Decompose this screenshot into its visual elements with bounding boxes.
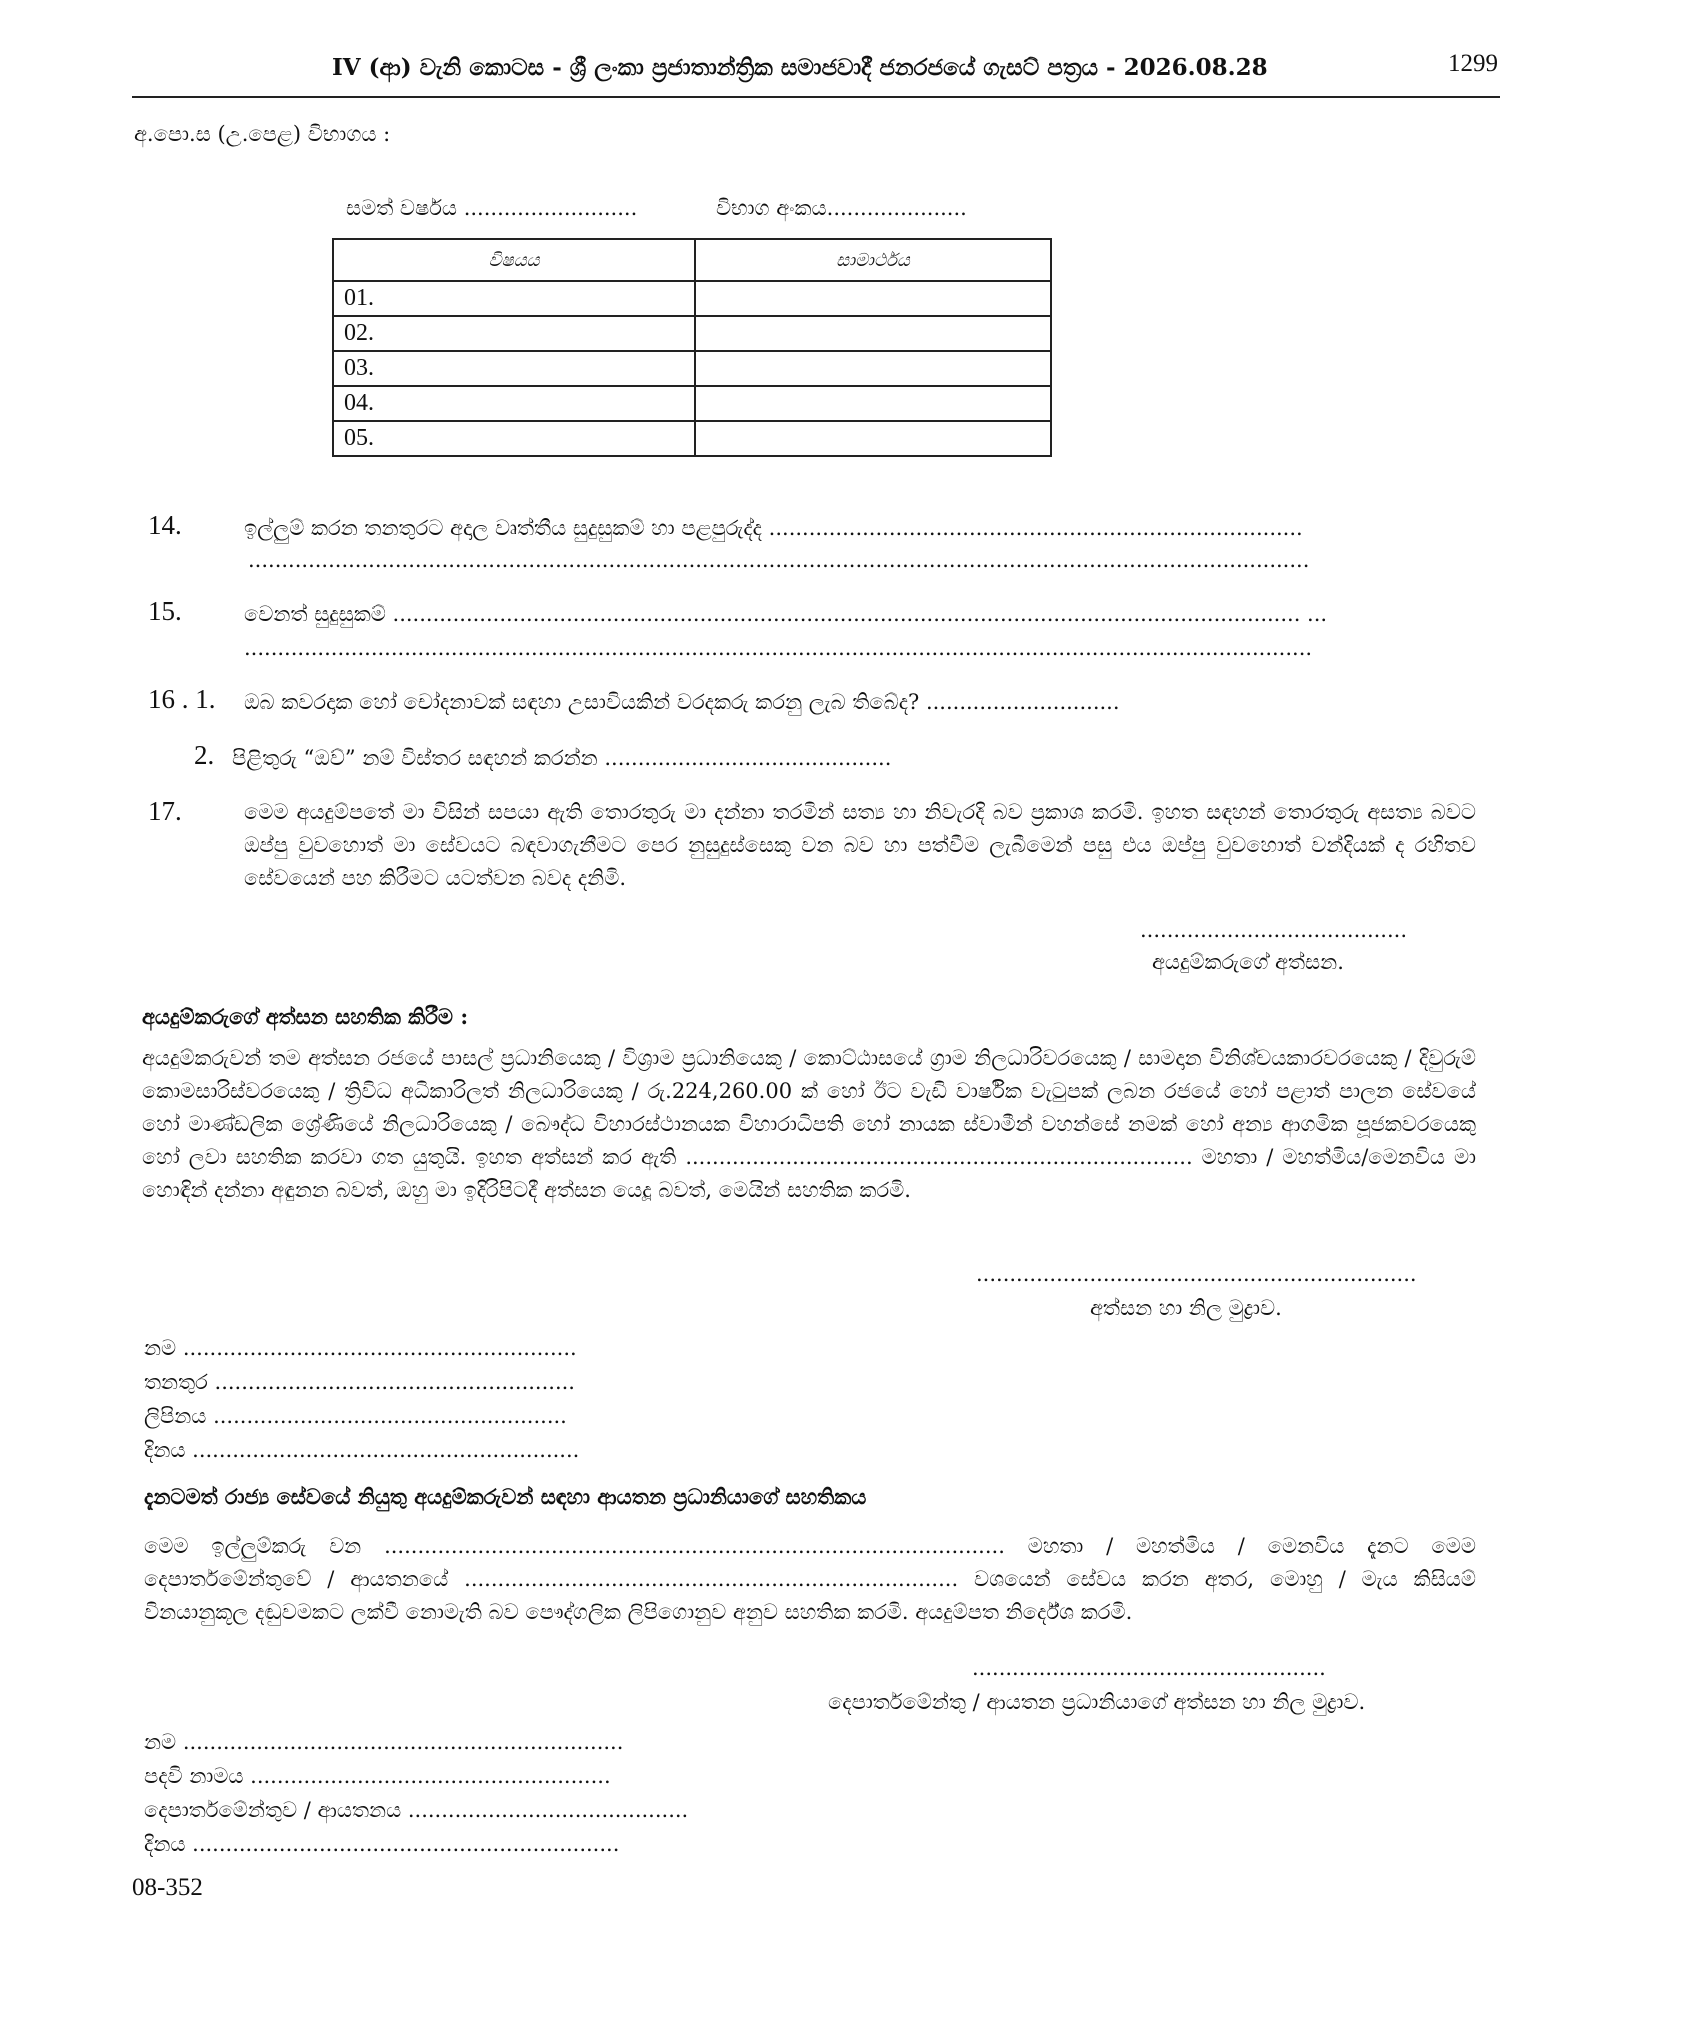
item-16-2-number: 2. <box>194 740 215 770</box>
row-number: 04. <box>333 386 695 421</box>
grade-cell[interactable] <box>695 316 1051 351</box>
table-row <box>333 421 1051 456</box>
footer-code: 08-352 <box>132 1874 203 1901</box>
table-row <box>333 316 1051 351</box>
item-15-line2: ................................................................................................................................................................ <box>244 636 1313 660</box>
grade-cell[interactable] <box>695 281 1051 316</box>
item-14-number: 14. <box>148 510 182 540</box>
item-16-1-number: 16 . 1. <box>148 684 216 714</box>
grade-cell[interactable] <box>695 421 1051 456</box>
head-signature-line[interactable]: ..................................................... <box>972 1656 1326 1680</box>
certifier-signature-label: අත්සන හා නිල මුද්‍රාව. <box>1090 1296 1282 1320</box>
row-number: 05. <box>333 421 695 456</box>
certifier-date-field[interactable]: දිනය .......................................................... <box>144 1438 580 1462</box>
head-certificate-heading: දැනටමත් රාජ්‍ය සේවයේ නියුතු අයදුම්කරුවන් සඳහා ආයතන ප්‍රධානියාගේ සහතිකය <box>144 1484 867 1509</box>
table-header-subject: විෂයය <box>333 239 695 281</box>
certifier-signature-line[interactable]: .................................................................. <box>976 1262 1417 1286</box>
row-number: 01. <box>333 281 695 316</box>
head-name-field[interactable]: නම .................................................................. <box>144 1730 624 1754</box>
head-department-field[interactable]: දෙපාර්තමේන්තුව / ආයතනය .......................................... <box>144 1798 689 1822</box>
al-exam-heading: අ.පො.ස (උ.පෙළ) විභාගය : <box>134 122 391 146</box>
item-17-declaration: මෙම අයදුම්පතේ මා විසින් සපයා ඇති තොරතුරු මා දන්නා තරමින් සත්‍ය හා නිවැරදි බව ප්‍රකාශ කරමි. ඉහත සඳහන් තොරතුරු අසත්‍ය බවට ඔප්පු වුවහොත් මා සේවයට බඳවාගැනීමට පෙර නුසුදුස්සෙකු වන බව හා පත්වීම ලැබීමෙන් පසු එය ඔප්පු වුවහොත් වන්දියක් ද රහිතව සේවයෙන් පහ කිරීමට යටත්වන බවද දනිමි. <box>244 800 1476 890</box>
certifier-address-field[interactable]: ලිපිනය ..................................................... <box>144 1404 567 1428</box>
grade-cell[interactable] <box>695 351 1051 386</box>
certifier-name-field[interactable]: නම ........................................................... <box>144 1336 577 1360</box>
item-15-number: 15. <box>148 596 182 626</box>
header-rule <box>132 96 1500 98</box>
al-results-table <box>332 238 1052 457</box>
head-certificate-body: මෙම ඉල්ලුම්කරු වන ............................................................................................. මහතා / මහත්මිය / මෙනවිය දැනට මෙම දෙපාර්තමේන්තුවේ / ආයතනයේ .......................................................................... වශයෙන් සේවය කරන අතර, මොහු / මැය කිසියම් විනයානුකූල දඬුවමකට ලක්වී නොමැති බව පෞද්ගලික ලිපිගොනුව අනුව සහතික කරමි. අයදුම්පත නිර්දේශ කරමි. <box>144 1534 1476 1624</box>
applicant-signature-label: අයදුම්කරුගේ අත්සන. <box>1152 950 1344 974</box>
item-15-line1: වෙනත් සුදුසුකම් ........................................................................................................................................ ... <box>244 602 1328 626</box>
item-16-1-text: ඔබ කවරදාක හෝ චෝදනාවක් සඳහා උසාවියකින් වරදකරු කරනු ලැබ තිබේද? ............................. <box>244 690 1120 714</box>
head-date-field[interactable]: දිනය ................................................................ <box>144 1832 620 1856</box>
row-number: 02. <box>333 316 695 351</box>
item-16-2-text: පිළිතුරු “ඔව්” නම් විස්තර සඳහන් කරන්න ........................................... <box>232 746 892 770</box>
page-header-title: IV (ආ) වැනි කොටස - ශ්‍රී ලංකා ප්‍රජාතාන්ත්‍රික සමාජවාදී ජනරජයේ ගැසට් පත්‍රය - 2026.08.28 <box>332 54 1268 81</box>
certifier-post-field[interactable]: තනතුර ...................................................... <box>144 1370 575 1394</box>
table-row <box>333 351 1051 386</box>
head-signature-label: දෙපාර්තමේන්තු / ආයතන ප්‍රධානියාගේ අත්සන හා නිල මුද්‍රාව. <box>828 1690 1366 1714</box>
certification-body: අයදුම්කරුවන් තම අත්සන රජයේ පාසල් ප්‍රධානියෙකු / විශ්‍රාම ප්‍රධානියෙකු / කොට්ඨාසයේ ග්‍රාම නිලධාරිවරයෙකු / සාමදාන විනිශ්චයකාරවරයෙකු / දිවුරුම් කොමසාරිස්වරයෙකු / ත්‍රිවිධ අධිකාරිලත් නිලධාරියෙකු / රු.224,260.00 ක් හෝ ඊට වැඩි වාර්ෂික වැටුපක් ලබන රජයේ හෝ පළාත් පාලන සේවයේ හෝ මාණ්ඩලික ශ්‍රේණියේ නිලධාරියෙකු / බෞද්ධ විහාරස්ථානයක විහාරාධිපති හෝ නායක ස්වාමීන් වහන්සේ නමක් හෝ අන්‍ය ආගමික පූජකවරයෙකු හෝ ලවා සහතික කරවා ගත යුතුයි. ඉහත අත්සන් කර ඇති ............................................................................ මහතා / මහත්මිය/මෙනවිය මා හොඳින් දන්නා අඳුනන බවත්, ඔහු මා ඉදිරිපිටදී අත්සන යෙදූ බවත්, මෙයින් සහතික කරමි. <box>142 1046 1476 1202</box>
grade-cell[interactable] <box>695 386 1051 421</box>
table-row <box>333 386 1051 421</box>
page-number: 1299 <box>1448 50 1498 77</box>
certification-heading: අයදුම්කරුගේ අත්සන සහතික කිරීම : <box>142 1004 469 1029</box>
row-number: 03. <box>333 351 695 386</box>
table-row <box>333 281 1051 316</box>
applicant-signature-line[interactable]: ........................................ <box>1140 918 1408 942</box>
item-14-line1: ඉල්ලුම් කරන තනතුරට අදාල වෘත්තීය සුදුසුකම් හා පළපුරුද්ද ................................................................................ <box>244 516 1303 540</box>
al-index-field: විභාග අංකය..................... <box>716 196 967 220</box>
item-14-line2: ............................................................................................................................................................... <box>248 548 1310 572</box>
table-header-grade: සාමාර්ථය <box>695 239 1051 281</box>
head-designation-field[interactable]: පදවි නාමය ...................................................... <box>144 1764 611 1788</box>
al-year-field: සමත් වර්ෂය .......................... <box>346 196 638 220</box>
item-17-number: 17. <box>148 796 182 826</box>
